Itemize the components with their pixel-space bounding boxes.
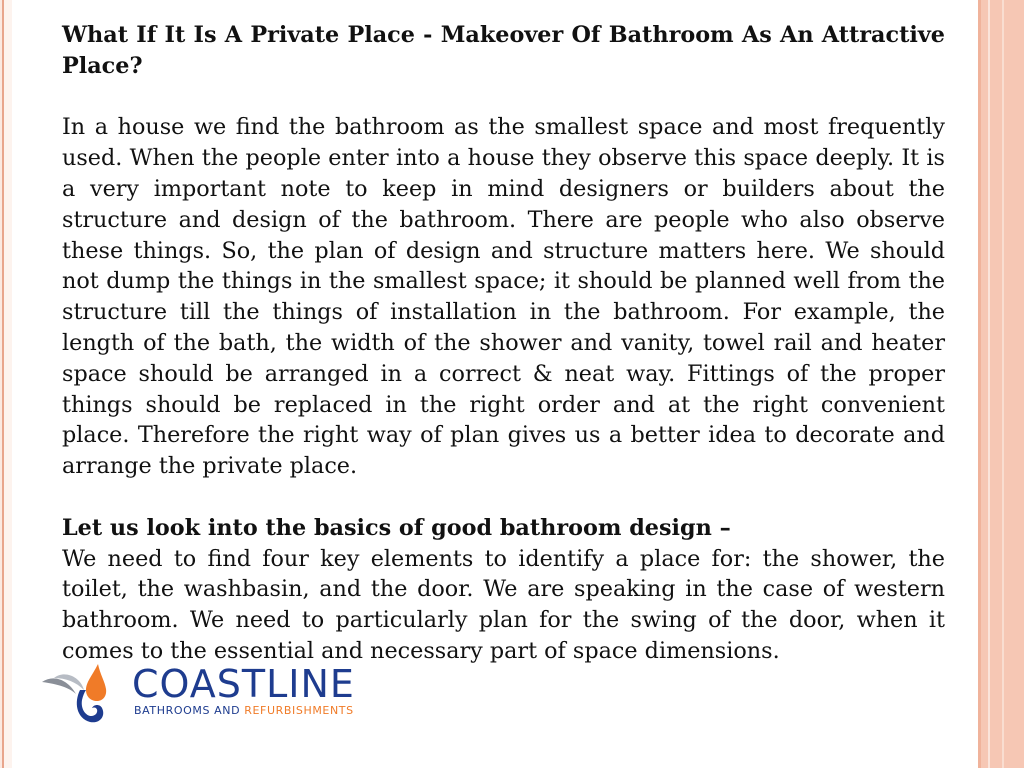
slide-title: What If It Is A Private Place - Makeover Of Bathroom As An Attractive Place?	[62, 22, 945, 79]
logo-tagline-accent: REFURBISHMENTS	[244, 704, 354, 717]
right-frame-border	[978, 0, 1024, 768]
water-drop-swirl-icon	[40, 660, 130, 730]
logo-wordmark: COASTLINE	[132, 662, 355, 706]
logo-tagline	[134, 704, 354, 718]
slide-content	[62, 20, 945, 667]
body-paragraph-1: In a house we find the bathroom as the smallest space and most frequently used. When the people enter into a house they observe this space deeply. It is a very important note to keep in mind designers or builders about the structure and design of the bathroom. There are people who also observe these things. So, the plan of design and structure matters here. We should not dump the things in the smallest space; it should be planned well from the structure till the things of installation in the bathroom. For example, the length of the bath, the width of the shower and vanity, towel rail and heater space should be arranged in a correct & neat way. Fittings of the proper things should be replaced in the right order and at the right convenient place. Therefore the right way of plan gives us a better idea to decorate and arrange the private place.	[62, 114, 945, 480]
coastline-logo	[40, 660, 385, 730]
body-paragraph-2: We need to find four key elements to identify a place for: the shower, the toilet, the washbasin, and the door. We are speaking in the case of western bathroom. We need to particularly plan for the swing of the door, when it comes to the essential and necessary part of space dimensions.	[62, 545, 945, 664]
logo-tagline-main: BATHROOMS AND	[134, 704, 245, 717]
section-subheading: Let us look into the basics of good bathroom design –	[62, 514, 731, 541]
left-frame-border	[0, 0, 12, 768]
